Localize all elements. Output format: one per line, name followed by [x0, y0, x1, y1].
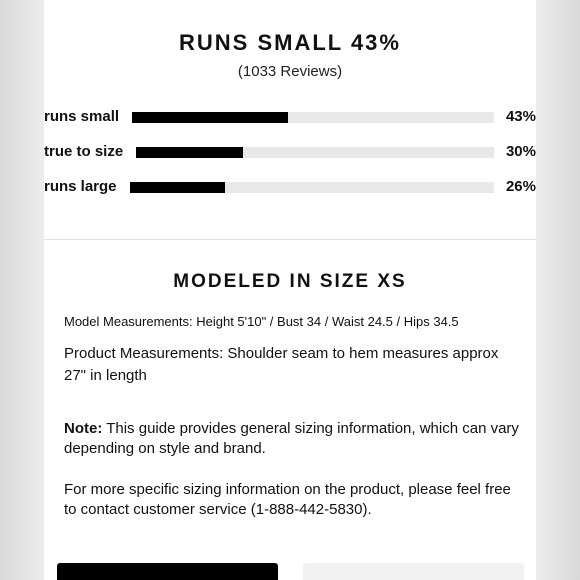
left-backdrop — [0, 0, 44, 580]
fit-row-percent: 43% — [505, 108, 536, 125]
note-label: Note: — [64, 420, 103, 437]
fit-row-percent: 30% — [505, 143, 536, 160]
fit-bar-track — [132, 112, 494, 123]
contact-info: For more specific sizing information on the product, please feel free to contact customer service (1-888-442-5830). — [64, 481, 511, 518]
fit-row-runs-small — [44, 107, 536, 127]
review-count: (1033 Reviews) — [237, 63, 343, 80]
model-measurements: Model Measurements: Height 5'10" / Bust 34 / Waist 24.5 / Hips 34.5 — [64, 314, 459, 329]
fit-row-runs-large — [44, 177, 536, 197]
sizing-note — [64, 419, 524, 459]
fit-row-label: true to size — [44, 143, 124, 160]
fit-bar-fill — [132, 112, 288, 123]
section-divider — [44, 239, 536, 240]
note-text: This guide provides general sizing information, which can vary depending on style and brand. — [64, 420, 519, 457]
fit-row-label: runs large — [44, 178, 117, 195]
fit-bar-fill — [136, 147, 243, 158]
fit-bar-track — [136, 147, 494, 158]
secondary-button[interactable] — [303, 563, 524, 580]
right-backdrop — [536, 0, 580, 580]
fit-summary-title: RUNS SMALL 43% — [179, 30, 401, 55]
fit-row-label: runs small — [44, 108, 120, 125]
fit-bar-track — [130, 182, 494, 193]
fit-row-true-to-size — [44, 142, 536, 162]
primary-button[interactable] — [57, 563, 278, 580]
size-guide-panel — [44, 0, 536, 580]
modeled-size-title: MODELED IN SIZE XS — [173, 271, 407, 292]
fit-row-percent: 26% — [505, 178, 536, 195]
fit-bar-fill — [130, 182, 225, 193]
product-measurements: Product Measurements: Shoulder seam to hem measures approx 27" in length — [64, 345, 499, 384]
